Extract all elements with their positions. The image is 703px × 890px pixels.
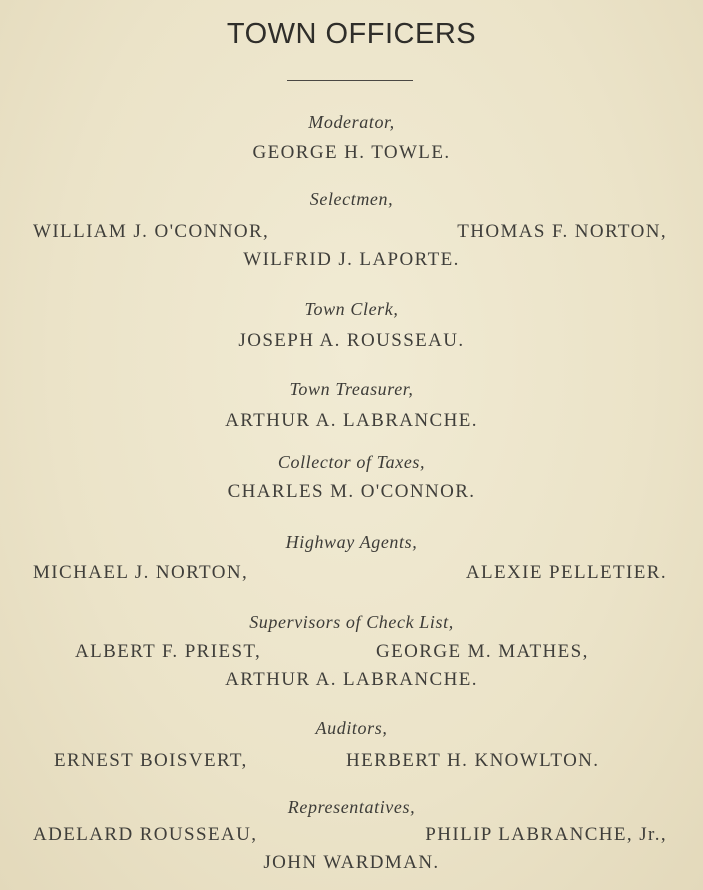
office-title: Collector of Taxes,	[277, 452, 426, 472]
office-supervisors-of-check-list	[0, 610, 703, 694]
officer-name: ERNEST BOISVERT,	[54, 750, 248, 771]
office-collector-of-taxes	[0, 450, 703, 506]
office-title: Town Treasurer,	[289, 379, 414, 399]
officer-name-row	[0, 559, 703, 587]
office-representatives	[0, 795, 703, 877]
officer-name: MICHAEL J. NORTON,	[33, 562, 249, 583]
officer-name: JOSEPH A. ROUSSEAU.	[238, 330, 465, 351]
officer-name: HERBERT H. KNOWLTON.	[346, 750, 600, 771]
officer-name: GEORGE H. TOWLE.	[252, 142, 451, 163]
officer-name: WILFRID J. LAPORTE.	[243, 249, 460, 270]
officer-name: CHARLES M. O'CONNOR.	[227, 481, 476, 502]
officer-name: ARTHUR A. LABRANCHE.	[225, 669, 478, 690]
officer-name-row	[0, 821, 703, 849]
office-title: Highway Agents,	[285, 532, 418, 552]
office-town-treasurer	[0, 377, 703, 435]
officer-name-row	[0, 218, 703, 246]
office-title: Selectmen,	[309, 189, 394, 209]
page-title: TOWN OFFICERS	[226, 18, 477, 50]
officer-name: WILLIAM J. O'CONNOR,	[33, 221, 270, 242]
office-town-clerk	[0, 297, 703, 355]
office-highway-agents	[0, 530, 703, 587]
office-title: Auditors,	[315, 718, 388, 738]
officer-name: JOHN WARDMAN.	[263, 852, 440, 873]
officer-name: ALBERT F. PRIEST,	[75, 641, 262, 662]
office-title: Moderator,	[308, 112, 395, 132]
office-selectmen	[0, 187, 703, 274]
officer-name: ARTHUR A. LABRANCHE.	[225, 410, 478, 431]
office-title: Representatives,	[287, 797, 416, 817]
office-title: Town Clerk,	[304, 299, 399, 319]
officer-name: PHILIP LABRANCHE, Jr.,	[425, 824, 667, 845]
officer-name: THOMAS F. NORTON,	[457, 221, 667, 242]
office-title: Supervisors of Check List,	[249, 612, 454, 632]
office-auditors	[0, 716, 703, 775]
title-divider	[287, 80, 413, 81]
officer-name: GEORGE M. MATHES,	[376, 641, 589, 662]
officer-name: ADELARD ROUSSEAU,	[33, 824, 258, 845]
officer-name-row	[0, 747, 703, 775]
office-moderator	[0, 110, 703, 167]
officer-name: ALEXIE PELLETIER.	[465, 562, 667, 583]
officer-name-row	[0, 638, 703, 666]
